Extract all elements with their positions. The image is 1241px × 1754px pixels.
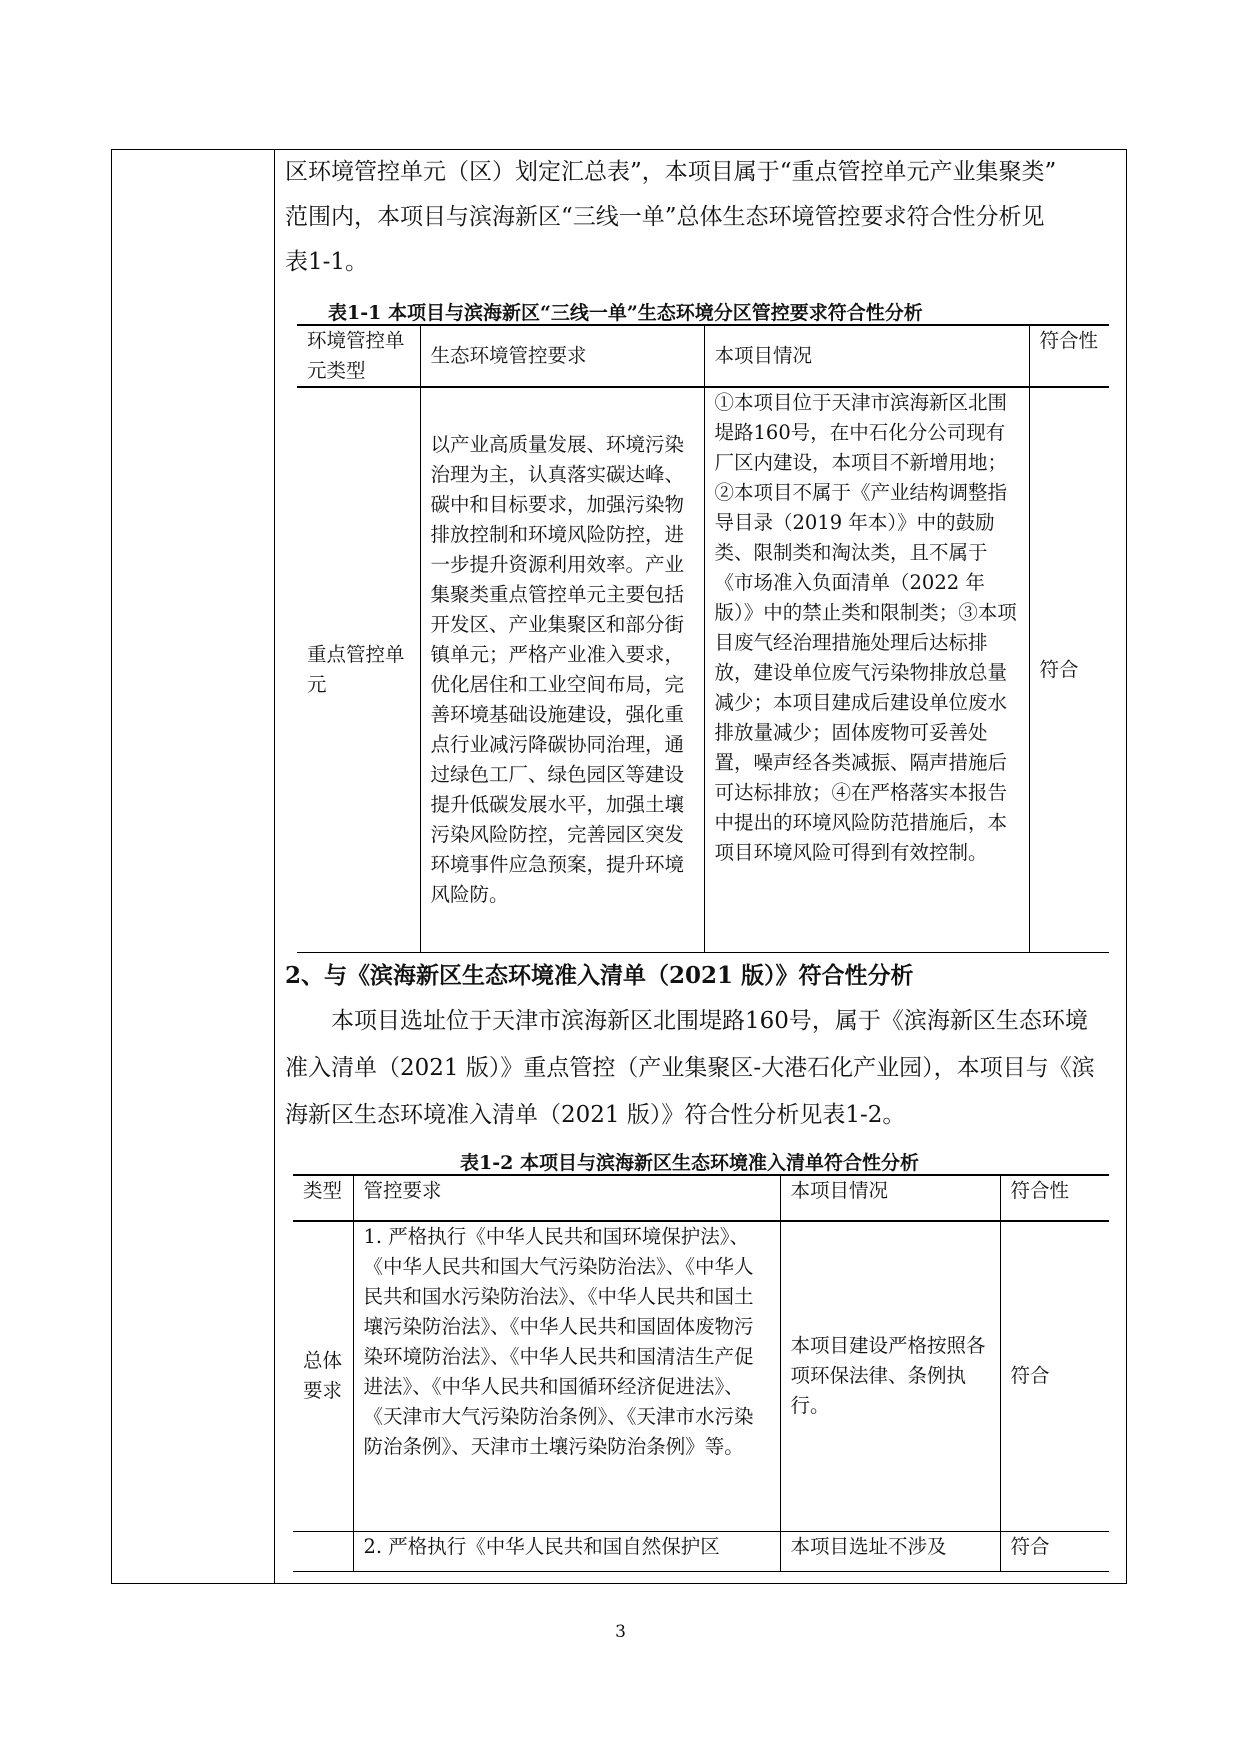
table1-type-cell: 重点管控单元 [297, 387, 420, 952]
table1-header-cell: 本项目情况 [704, 325, 1029, 387]
table1-situation-cell: ①本项目位于天津市滨海新区北围堤路160号，在中石化分公司现有厂区内建设，本项目不新增用地；②本项目不属于《产业结构调整指导目录（2019 年本）》中的鼓励类、限制类和淘汰类，且不属于《市场准入负面清单（2022 年版）》中的禁止类和限制类；③本项目废气经治理措施处理后达标排放，建设单位废气污染物排放总量减少；本项目建成后建设单位废水排放量减少；固体废物可妥善处置，噪声经各类减振、隔声措施后可达标排放；④在严格落实本报告中提出的环境风险防范措施后，本项目环境风险可得到有效控制。 [704, 387, 1029, 952]
table2-header-row [293, 1175, 1109, 1221]
table1-header-cell: 环境管控单元类型 [297, 325, 420, 387]
table1-compliance-cell: 符合 [1029, 387, 1109, 952]
table1-header-cell: 符合性 [1029, 325, 1109, 387]
table2-compliance-cell: 符合 [1000, 1221, 1109, 1531]
section2-paragraph: 本项目选址位于天津市滨海新区北围堤路160号，属于《滨海新区生态环境准入清单（2021 版）》重点管控（产业集聚区-大港石化产业园），本项目与《滨海新区生态环境准入清单（2021 版）》符合性分析见表1-2。 [285, 1008, 1095, 1128]
page-number: 3 [615, 1622, 626, 1642]
intro-line: 范围内，本项目与滨海新区“三线一单”总体生态环境管控要求符合性分析见 [285, 204, 1045, 230]
table1-header-cell: 生态环境管控要求 [420, 325, 704, 387]
table1-caption: 表1-1 本项目与滨海新区“三线一单”生态环境分区管控要求符合性分析 [328, 302, 923, 324]
table1-requirement-cell: 以产业高质量发展、环境污染治理为主，认真落实碳达峰、碳中和目标要求，加强污染物排放控制和环境风险防控，进一步提升资源利用效率。产业集聚类重点管控单元主要包括开发区、产业集聚区和部分街镇单元；严格产业准入要求，优化居住和工业空间布局，完善环境基础设施建设，强化重点行业减污降碳协同治理，通过绿色工厂、绿色园区等建设提升低碳发展水平，加强土壤污染风险防控，完善园区突发环境事件应急预案，提升环境风险防。 [420, 387, 704, 952]
table2 [293, 1174, 1109, 1572]
table2-caption: 表1-2 本项目与滨海新区生态环境准入清单符合性分析 [460, 1152, 919, 1174]
intro-line: 区环境管控单元（区）划定汇总表”，本项目属于“重点管控单元产业集聚类” [285, 159, 1057, 185]
table-row [297, 387, 1109, 952]
table2-requirement-cell: 2. 严格执行《中华人民共和国自然保护区 [353, 1531, 780, 1571]
intro-paragraph [285, 150, 1100, 285]
table2-type-cell [293, 1531, 353, 1571]
table-row [293, 1531, 1109, 1571]
frame-divider [274, 150, 275, 1583]
table-row [293, 1221, 1109, 1531]
table2-header-cell: 类型 [293, 1175, 353, 1221]
table2-header-cell: 管控要求 [353, 1175, 780, 1221]
table2-type-cell: 总体要求 [293, 1221, 353, 1531]
table2-situation-cell: 本项目建设严格按照各项环保法律、条例执行。 [780, 1221, 1000, 1531]
section2-title: 2、与《滨海新区生态环境准入清单（2021 版）》符合性分析 [285, 962, 914, 989]
table2-compliance-cell: 符合 [1000, 1531, 1109, 1571]
table2-requirement-cell: 1. 严格执行《中华人民共和国环境保护法》、《中华人民共和国大气污染防治法》、《中华人民共和国水污染防治法》、《中华人民共和国土壤污染防治法》、《中华人民共和国固体废物污染环境防治法》、《中华人民共和国清洁生产促进法》、《中华人民共和国循环经济促进法》、《天津市大气污染防治条例》、《天津市水污染防治条例》、天津市土壤污染防治条例》等。 [353, 1221, 780, 1531]
table1-header-row [297, 325, 1109, 387]
table2-situation-cell: 本项目选址不涉及 [780, 1531, 1000, 1571]
intro-line: 表1-1。 [285, 249, 369, 275]
table2-header-cell: 本项目情况 [780, 1175, 1000, 1221]
table1 [297, 324, 1109, 953]
table2-header-cell: 符合性 [1000, 1175, 1109, 1221]
